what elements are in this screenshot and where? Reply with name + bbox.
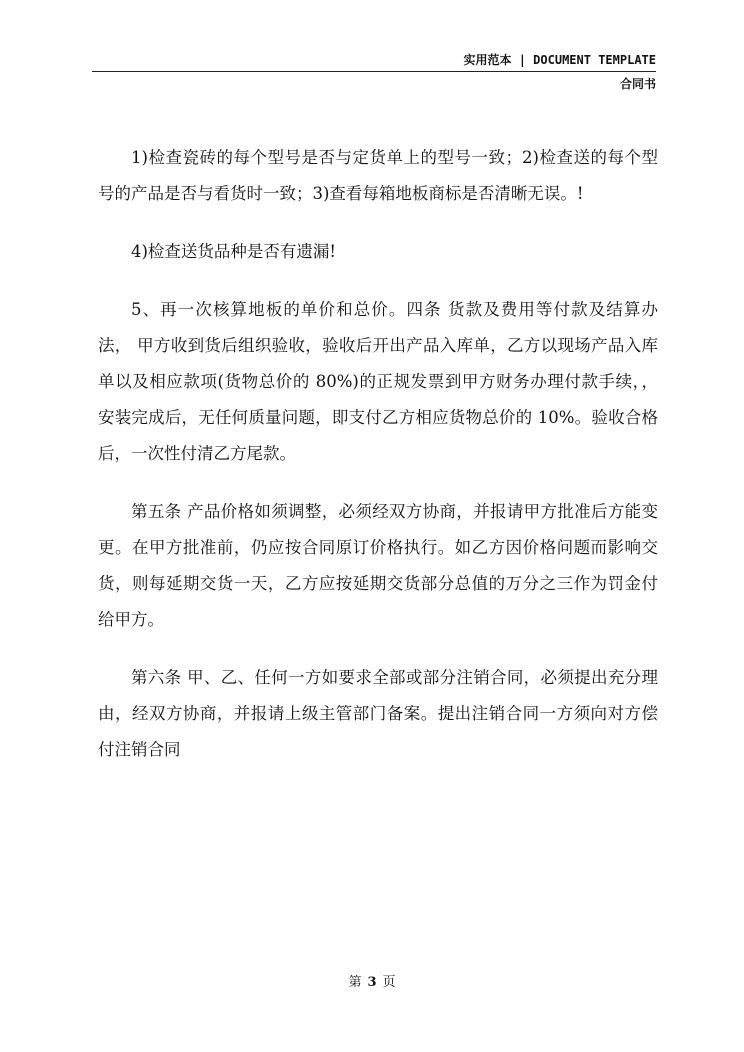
paragraph-5: 第六条 甲、乙、任何一方如要求全部或部分注销合同，必须提出充分理由，经双方协商，并报请上级主管部门备案。提出注销合同一方须向对方偿付注销合同 [98, 668, 658, 759]
header-divider [92, 71, 656, 72]
paragraph-1: 1)检查瓷砖的每个型号是否与定货单上的型号一致；2)检查送的每个型号的产品是否与看货时一致；3)查看每箱地板商标是否清晰无误。! [98, 148, 658, 203]
paragraph-2: 4)检查送货品种是否有遗漏! [131, 242, 337, 261]
header-subtitle: 合同书 [619, 77, 656, 91]
header-title: 实用范本 | DOCUMENT TEMPLATE [463, 53, 656, 67]
page-header [92, 50, 656, 91]
paragraph-4: 第五条 产品价格如须调整，必须经双方协商，并报请甲方批准后方能变 更。在甲方批准前，仍应按合同原订价格执行。如乙方因价格问题而影响交货，则每延期交货一天，乙方应按延期交货部分总值的万分之三作为罚金付给甲方。 [98, 502, 658, 629]
page-footer [0, 973, 744, 993]
paragraph-3: 5、再一次核算地板的单价和总价。四条 货款及费用等付款及结算办法， 甲方收到货后组织验收，验收后开出产品入库单，乙方以现场产品入库单以及相应款项(货物总价的 80%)的正规发票到甲方财务办理付款手续，， 安装完成后，无任何质量问题，即支付乙方相应货物总价的 10%。验收合格后，一次性付清乙方尾款。 [98, 300, 658, 463]
footer-prefix: 第 [348, 975, 362, 990]
footer-suffix: 页 [382, 975, 396, 990]
page-number: 3 [367, 975, 377, 990]
document-body [98, 140, 658, 790]
